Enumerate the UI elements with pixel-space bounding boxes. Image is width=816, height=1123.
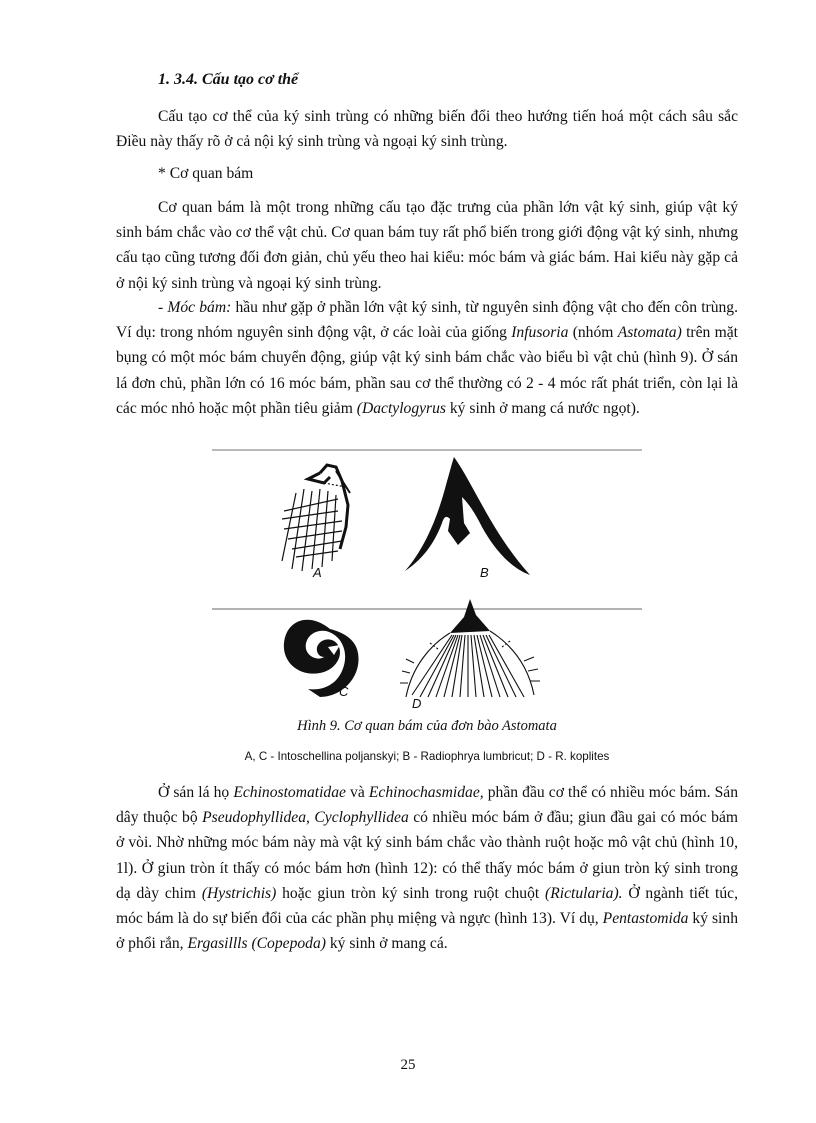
page-number: 25: [400, 1057, 416, 1073]
figure-label-b: B: [480, 565, 489, 580]
group-pentastomida: Pentastomida: [602, 910, 689, 928]
hook-d-drawing: [400, 599, 540, 697]
families-text-4: có nhiều móc bám ở đầu; giun đầu gai có móc bám ở vòi. Nhờ những móc bám này mà vật ký sinh bám chắc vào thành ruột hoặc mô vật chủ (hình 10, 1l). Ở giun tròn ít thấy có móc bám hơn (hình 12): có thể thấy móc bám ở giun tròn ký sinh trong dạ dày chim: [116, 809, 738, 902]
figure-label-a: A: [313, 565, 322, 580]
figure-9-illustration: [212, 449, 642, 714]
genus-hystrichis: (Hystrichis): [201, 884, 277, 902]
paragraph-families: [116, 780, 738, 956]
hooks-text-4: ký sinh ở mang cá nước ngọt).: [445, 399, 640, 417]
hooks-group-astomata: Astomata): [617, 324, 682, 342]
figure-subcaption: A, C - Intoschellina poljanskyi; B - Radiophrya lumbricut; D - R. koplites: [244, 750, 610, 763]
hooks-genus-infusoria: Infusoria: [511, 324, 569, 342]
hooks-genus-dactylogyrus: (Dactylogyrus: [356, 399, 446, 417]
figure-9: [212, 449, 642, 714]
family-echinostomatidae: Echinostomatidae: [233, 784, 346, 801]
genus-ergasillls-copepoda: Ergasillls (Copepoda): [187, 935, 326, 953]
families-text-1: Ở sán lá họ: [158, 784, 234, 801]
figure-label-c: C: [339, 684, 349, 699]
paragraph-hooks: [116, 295, 738, 421]
section-heading: 1. 3.4. Cấu tạo cơ thể: [158, 71, 299, 88]
families-text-6: Ở ngành tiết túc, móc bám là do sự biến đổi của các phần phụ miệng và ngực (hình 13). Ví dụ,: [116, 884, 738, 928]
hook-b-drawing: [405, 457, 530, 575]
intro-text: Cấu tạo cơ thể của ký sinh trùng có những biến đổi theo hướng tiến hoá một cách sâu sắc Điều này thấy rõ ở cả nội ký sinh trùng và ngoại ký sinh trùng.: [116, 108, 738, 151]
families-text-7: ký sinh ở phổi rắn,: [116, 910, 738, 953]
figure-caption: Hình 9. Cơ quan bám của đơn bào Astomata: [297, 718, 557, 734]
paragraph-intro: [116, 104, 738, 154]
organ-title-text: * Cơ quan bám: [158, 165, 254, 182]
hooks-lead: - Móc bám:: [158, 299, 232, 316]
hooks-text-2: (nhóm: [568, 324, 618, 342]
hooks-text-1: hầu như gặp ở phần lớn vật ký sinh, từ nguyên sinh động vật cho đến côn trùng. Ví dụ: trong nhóm nguyên sinh động vật, ở các loài của giống: [116, 299, 739, 342]
hooks-text-3: trên mặt bụng có một móc bám chuyển động, giúp vật ký sinh bám chắc vào biểu bì vật chủ (hình 9). Ở sán lá đơn chủ, phần lớn có 16 móc bám, phần sau cơ thể thường có 2 - 4 móc rất phát triển, còn lại là các móc nhỏ hoặc một phần tiêu giảm: [116, 324, 738, 417]
hook-a-drawing: [282, 465, 350, 571]
figure-label-d: D: [412, 696, 422, 711]
paragraph-organ-title: [116, 161, 738, 186]
orders-pseudophyllidea-cyclophyllidea: Pseudophyllidea, Cyclophyllidea: [202, 809, 409, 827]
organ-description-text: Cơ quan bám là một trong những cấu tạo đặc trưng của phần lớn vật ký sinh, giúp vật ký sinh bám chắc vào cơ thể vật chủ. Cơ quan bám tuy rất phổ biến trong giới động vật ký sinh, nhưng cấu tạo cũng tương đối đơn giản, chủ yếu theo hai kiểu: móc bám và giác bám. Hai kiểu này gặp cả ở nội ký sinh trùng và ngoại ký sinh trùng.: [116, 199, 738, 292]
paragraph-organ-description: [116, 195, 738, 296]
families-text-3: phần đầu cơ thể có nhiều móc bám. Sán dây thuộc bộ: [116, 784, 738, 827]
family-echinochasmidae: Echinochasmidae,: [368, 784, 484, 801]
families-text-8: ký sinh ở mang cá.: [325, 935, 448, 953]
families-text-2: và: [345, 784, 369, 801]
genus-rictularia: (Rictularia).: [545, 884, 623, 902]
families-text-5: hoặc giun tròn ký sinh trong ruột chuột: [276, 884, 546, 902]
